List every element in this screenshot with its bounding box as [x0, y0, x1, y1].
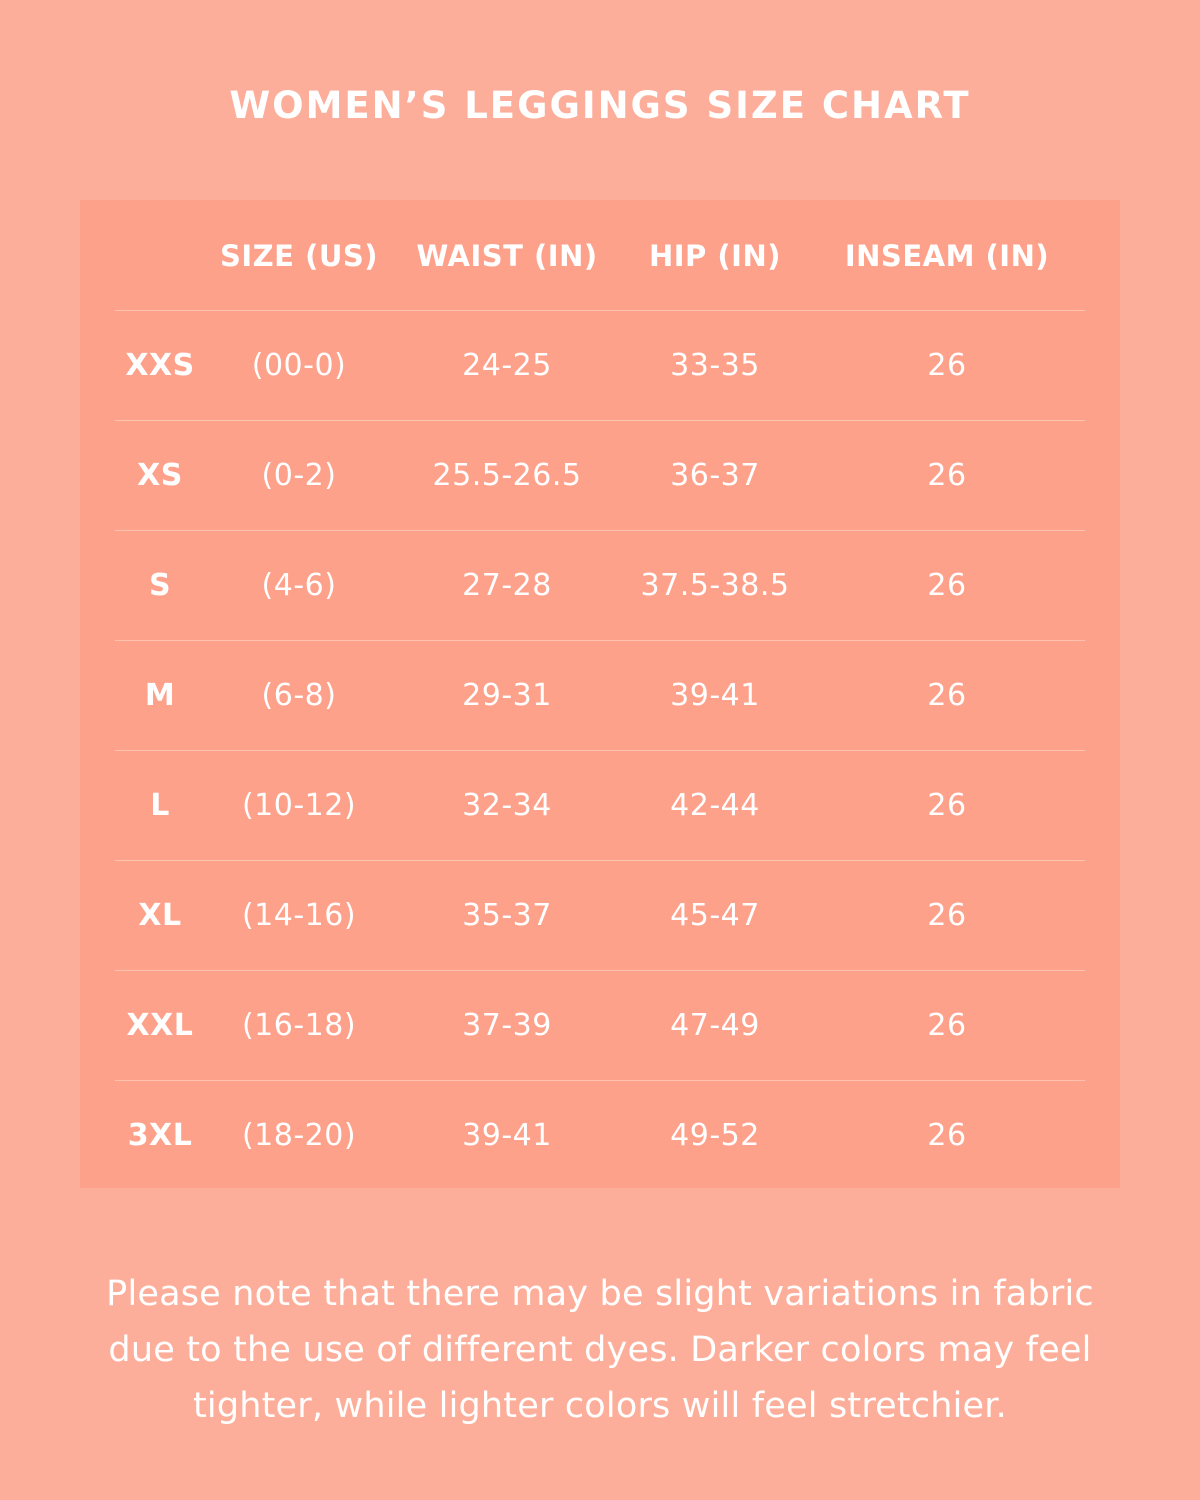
size-us-cell: (10-12)	[205, 751, 393, 861]
size-label-cell: XS	[115, 421, 205, 531]
header-cell-size-label	[115, 200, 205, 311]
size-us-cell: (0-2)	[205, 421, 393, 531]
size-us-cell: (00-0)	[205, 311, 393, 421]
waist-cell: 24-25	[393, 311, 621, 421]
inseam-cell: 26	[809, 641, 1085, 751]
size-us-cell: (16-18)	[205, 971, 393, 1081]
inseam-cell: 26	[927, 1118, 967, 1153]
size-label-cell: M	[115, 641, 205, 751]
hip-cell: 49-52	[670, 1118, 760, 1153]
inseam-cell: 26	[809, 421, 1085, 531]
table-row	[115, 971, 1085, 1081]
header-cell-size-us: SIZE (US)	[205, 200, 393, 311]
header-cell-waist: WAIST (IN)	[393, 200, 621, 311]
hip-cell: 33-35	[621, 311, 809, 421]
waist-cell: 37-39	[393, 971, 621, 1081]
table-row	[115, 751, 1085, 861]
size-label-cell: XXS	[115, 311, 205, 421]
size-label-cell: S	[115, 531, 205, 641]
size-label-cell: XL	[115, 861, 205, 971]
hip-cell: 36-37	[621, 421, 809, 531]
table-header-row	[115, 200, 1085, 311]
size-us-cell: (14-16)	[205, 861, 393, 971]
hip-cell: 45-47	[621, 861, 809, 971]
page-title: WOMEN’S LEGGINGS SIZE CHART	[229, 84, 971, 127]
size-us-cell: (6-8)	[205, 641, 393, 751]
inseam-cell: 26	[809, 311, 1085, 421]
size-chart-table	[115, 200, 1085, 1190]
header-cell-inseam: INSEAM (IN)	[809, 200, 1085, 311]
table-row	[115, 531, 1085, 641]
fabric-variation-note: Please note that there may be slight variations in fabric due to the use of different dyes. Darker colors may feel tighter, while lighter colors will feel stretchier.	[106, 1274, 1094, 1426]
table-row	[115, 861, 1085, 971]
waist-cell: 39-41	[462, 1118, 552, 1153]
waist-cell: 25.5-26.5	[393, 421, 621, 531]
hip-cell: 42-44	[621, 751, 809, 861]
inseam-cell: 26	[809, 531, 1085, 641]
table-row	[115, 311, 1085, 421]
waist-cell: 32-34	[393, 751, 621, 861]
header-cell-hip: HIP (IN)	[621, 200, 809, 311]
waist-cell: 27-28	[393, 531, 621, 641]
inseam-cell: 26	[809, 751, 1085, 861]
hip-cell: 37.5-38.5	[621, 531, 809, 641]
size-us-cell: (4-6)	[205, 531, 393, 641]
hip-cell: 39-41	[621, 641, 809, 751]
size-chart-panel	[80, 200, 1120, 1188]
table-row	[115, 641, 1085, 751]
table-row	[115, 421, 1085, 531]
inseam-cell: 26	[809, 861, 1085, 971]
hip-cell: 47-49	[621, 971, 809, 1081]
size-label-cell: 3XL	[127, 1118, 193, 1153]
size-label-cell: L	[115, 751, 205, 861]
waist-cell: 35-37	[393, 861, 621, 971]
size-label-cell: XXL	[115, 971, 205, 1081]
size-us-cell: (18-20)	[241, 1118, 357, 1153]
inseam-cell: 26	[809, 971, 1085, 1081]
waist-cell: 29-31	[393, 641, 621, 751]
table-row	[115, 1081, 1085, 1191]
